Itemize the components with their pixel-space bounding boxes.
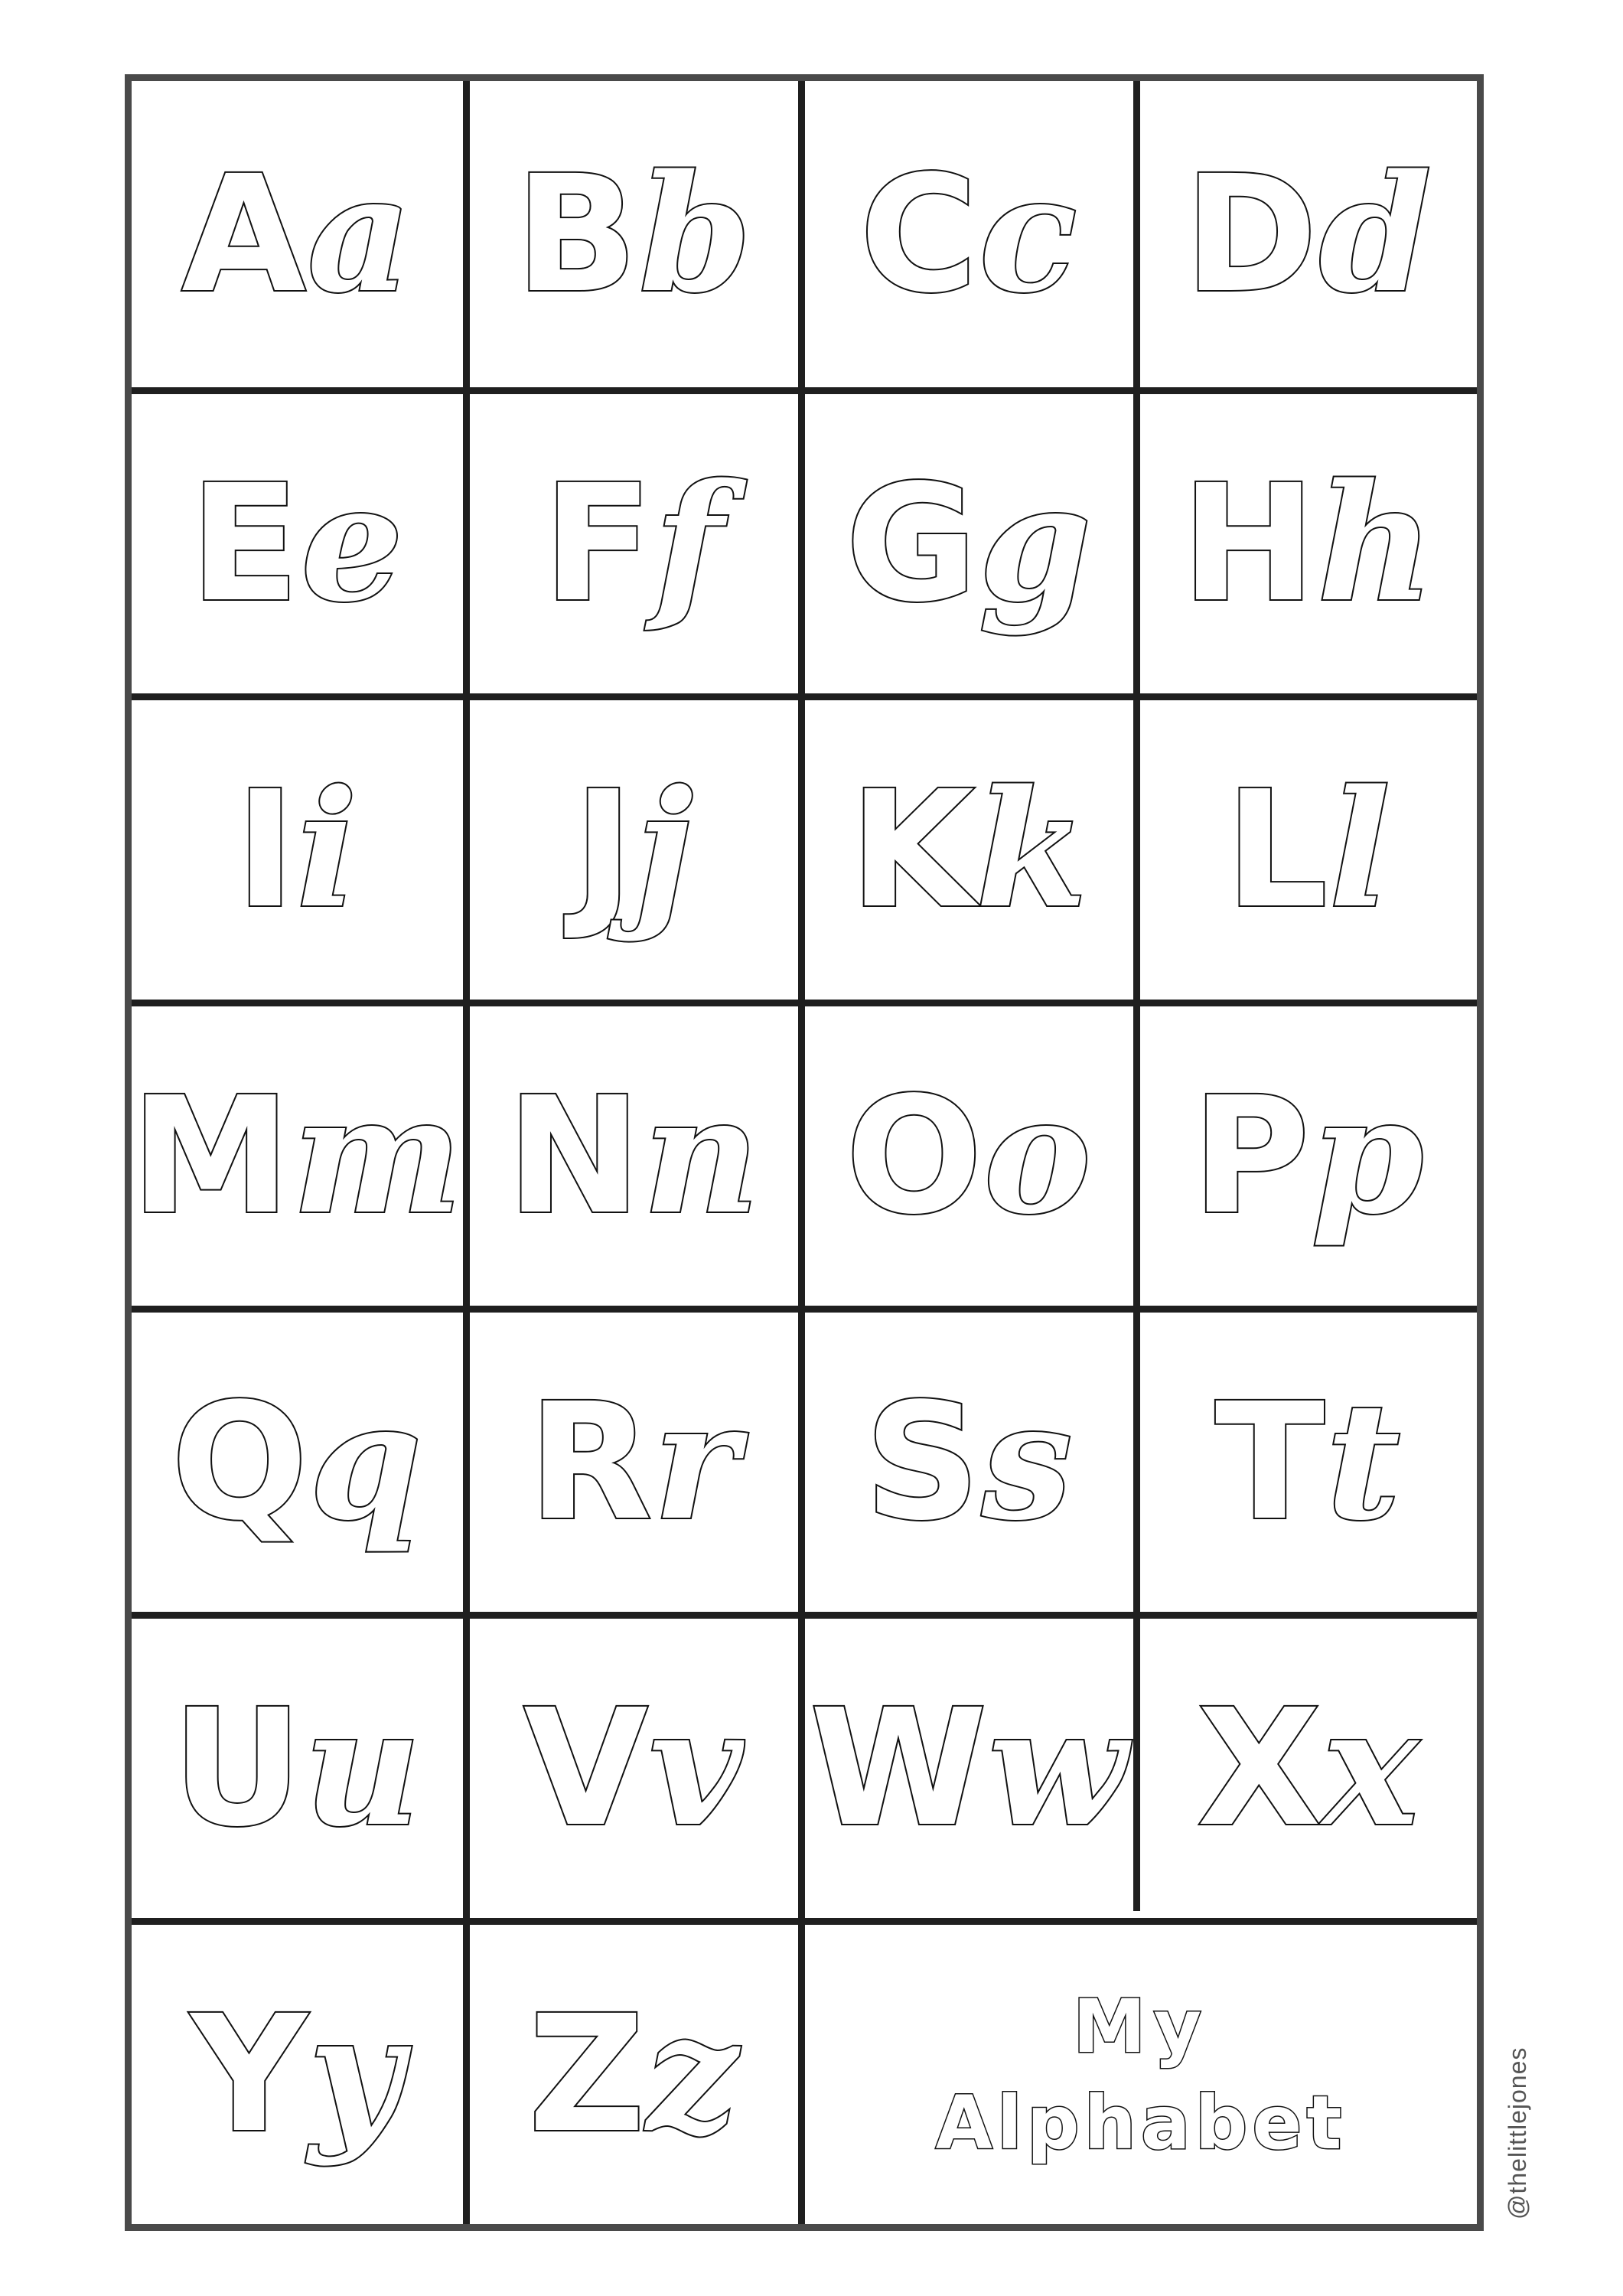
letter-cell-b	[470, 81, 798, 387]
grid-hline-4	[132, 1306, 1477, 1313]
letter-pair	[189, 448, 406, 638]
lowercase-letter: h	[1317, 448, 1436, 638]
lowercase-letter: d	[1318, 139, 1433, 328]
letter-cell-s	[805, 1313, 1133, 1612]
lowercase-letter: y	[308, 1979, 404, 2168]
letter-pair	[528, 1367, 740, 1556]
letter-cell-w	[805, 1619, 1133, 1918]
grid-hline-1	[132, 387, 1477, 394]
letter-pair	[171, 1673, 423, 1862]
uppercase-letter: H	[1181, 450, 1318, 638]
letter-cell-n	[470, 1006, 798, 1306]
uppercase-letter: I	[235, 756, 297, 944]
letter-cell-v	[470, 1619, 798, 1918]
letter-pair	[130, 1061, 464, 1250]
uppercase-letter: C	[859, 140, 979, 328]
title-alphabet: Alphabet	[935, 2079, 1347, 2166]
letter-cell-x	[1140, 1619, 1477, 1918]
letter-pair	[191, 1979, 404, 2168]
letter-cell-d	[1140, 81, 1477, 387]
lowercase-letter: w	[988, 1673, 1129, 1862]
letter-cell-q	[132, 1313, 463, 1612]
letter-cell-m	[132, 1006, 463, 1306]
letter-pair	[864, 1367, 1074, 1556]
grid-vline-2	[798, 81, 805, 2224]
letter-pair	[1225, 755, 1392, 944]
lowercase-letter: j	[634, 755, 695, 944]
letter-cell-l	[1140, 700, 1477, 1000]
letter-pair	[515, 139, 753, 328]
letter-pair	[528, 1979, 740, 2168]
uppercase-letter: S	[864, 1368, 982, 1556]
letter-pair	[1214, 1367, 1403, 1556]
lowercase-letter: c	[979, 139, 1079, 328]
lowercase-letter: u	[304, 1673, 423, 1862]
letter-pair	[1184, 139, 1433, 328]
uppercase-letter: B	[515, 140, 640, 328]
lowercase-letter: i	[296, 755, 360, 944]
uppercase-letter: O	[846, 1062, 984, 1250]
letter-cell-e	[132, 394, 463, 693]
lowercase-letter: z	[647, 1979, 740, 2168]
lowercase-letter: a	[307, 139, 413, 328]
letter-pair	[573, 755, 695, 944]
letter-cell-u	[132, 1619, 463, 1918]
uppercase-letter: W	[810, 1675, 989, 1862]
lowercase-letter: s	[982, 1367, 1074, 1556]
letter-pair	[859, 139, 1079, 328]
uppercase-letter: P	[1191, 1062, 1312, 1250]
letter-pair	[543, 448, 725, 638]
title-my: My	[1072, 1983, 1210, 2069]
letter-cell-y	[132, 1925, 463, 2224]
uppercase-letter: N	[507, 1062, 644, 1250]
uppercase-letter: L	[1225, 756, 1330, 944]
lowercase-letter: f	[654, 448, 725, 638]
uppercase-letter: G	[845, 450, 979, 638]
grid-hline-3	[132, 1000, 1477, 1006]
uppercase-letter: X	[1197, 1675, 1323, 1862]
alphabet-grid	[125, 74, 1484, 2231]
lowercase-letter: t	[1326, 1367, 1403, 1556]
uppercase-letter: Y	[191, 1981, 309, 2168]
letter-pair	[171, 1367, 424, 1556]
letter-cell-r	[470, 1313, 798, 1612]
uppercase-letter: J	[573, 756, 635, 944]
letter-pair	[235, 755, 360, 944]
grid-vline-3	[1133, 81, 1140, 1911]
uppercase-letter: T	[1214, 1368, 1327, 1556]
lowercase-letter: e	[301, 448, 406, 638]
title-cell	[805, 1925, 1477, 2224]
uppercase-letter: V	[523, 1675, 650, 1862]
letter-pair	[507, 1061, 761, 1250]
letter-pair	[1181, 448, 1436, 638]
letter-cell-p	[1140, 1006, 1477, 1306]
uppercase-letter: M	[130, 1062, 292, 1250]
uppercase-letter: F	[543, 450, 655, 638]
letter-cell-g	[805, 394, 1133, 693]
credit-handle: @thelittlejones	[1504, 2047, 1531, 2219]
letter-cell-h	[1140, 394, 1477, 693]
uppercase-letter: R	[528, 1368, 654, 1556]
lowercase-letter: g	[979, 448, 1093, 638]
uppercase-letter: Z	[528, 1981, 647, 2168]
letter-pair	[523, 1673, 745, 1862]
lowercase-letter: p	[1311, 1061, 1426, 1250]
uppercase-letter: Q	[171, 1368, 310, 1556]
letter-cell-j	[470, 700, 798, 1000]
letter-pair	[849, 755, 1089, 944]
uppercase-letter: U	[171, 1675, 305, 1862]
grid-hline-6	[132, 1918, 1477, 1925]
letter-pair	[846, 1061, 1093, 1250]
letter-cell-t	[1140, 1313, 1477, 1612]
lowercase-letter: n	[643, 1061, 761, 1250]
letter-cell-f	[470, 394, 798, 693]
grid-hline-5	[132, 1612, 1477, 1619]
lowercase-letter: o	[983, 1061, 1093, 1250]
lowercase-letter: l	[1329, 755, 1392, 944]
uppercase-letter: D	[1184, 140, 1319, 328]
lowercase-letter: k	[976, 755, 1089, 944]
lowercase-letter: x	[1322, 1673, 1420, 1862]
letter-cell-z	[470, 1925, 798, 2224]
letter-cell-a	[132, 81, 463, 387]
lowercase-letter: v	[649, 1673, 745, 1862]
letter-cell-k	[805, 700, 1133, 1000]
uppercase-letter: E	[189, 450, 301, 638]
grid-hline-2	[132, 693, 1477, 700]
lowercase-letter: q	[309, 1367, 424, 1556]
grid-vline-1	[463, 81, 470, 2224]
letter-cell-o	[805, 1006, 1133, 1306]
letter-pair	[1191, 1061, 1426, 1250]
lowercase-letter: r	[653, 1367, 740, 1556]
letter-cell-c	[805, 81, 1133, 387]
uppercase-letter: A	[181, 140, 308, 328]
letter-cell-i	[132, 700, 463, 1000]
letter-pair	[810, 1673, 1129, 1862]
lowercase-letter: b	[639, 139, 753, 328]
uppercase-letter: K	[849, 756, 976, 944]
lowercase-letter: m	[292, 1061, 464, 1250]
letter-pair	[181, 139, 413, 328]
letter-pair	[845, 448, 1093, 638]
letter-pair	[1197, 1673, 1420, 1862]
